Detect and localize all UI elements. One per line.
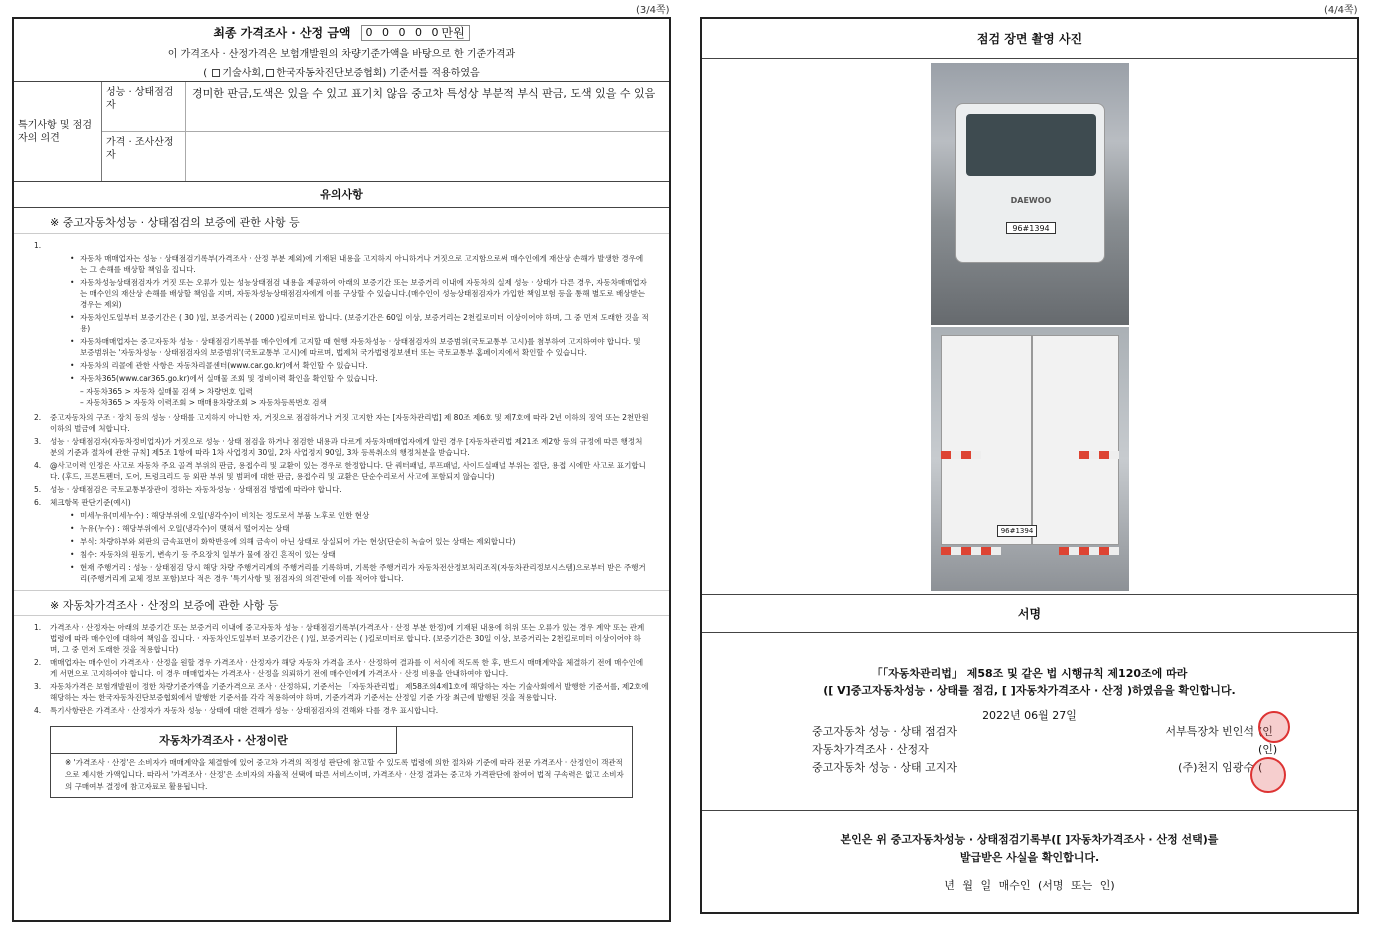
cargo-box-rear [941,335,1119,545]
item-number: 5. [34,485,42,494]
checkbox-icon [266,69,274,77]
inspector-label: 성능 · 상태점검자 [102,82,186,131]
section1-notes [14,234,669,590]
reflector-stripe [941,451,981,459]
standard-line: ( 기술사회, 한국자동차진단보증협회) 기준서를 적용하였음 [203,68,480,79]
item-text: 매매업자는 매수인이 가격조사 · 산정을 원할 경우 가격조사 · 산정자가 해당 자동차 가격을 조사 · 산정하여 결과를 이 서식에 적도록 한 후, 반드시 매매계약을 체결하기 전에 매수인에게 서면으로 고지하여야 합니다. 이 경우 매매업자는 가격조사 · 산정을 의뢰하기 전에 매수인에게 가격조사 · 산정 비용을 안내하여야 합니다. [50,658,644,678]
list-item: • 자동차의 리콜에 관한 사항은 자동차리콜센터(www.car.go.kr)에서 확인할 수 있습니다. [70,360,649,371]
receipt-confirmation [702,811,1357,867]
section2-title: ※ 자동차가격조사 · 산정의 보증에 관한 사항 등 [14,590,669,616]
list-subline: – 자동차365 > 자동차 실매물 검색 > 차량번호 입력 [80,387,253,396]
item-text: @사고이력 인정은 사고로 자동차 주요 골격 부위의 판금, 용접수리 및 교환이 있는 경우로 한정합니다. 단 쿼터패널, 루프패널, 사이드실패널 부위는 절단, 용접 시에만 사고로 표기합니다. (후드, 프론트펜더, 도어, 트렁크리드 등 외판 부위 및 범퍼에 대한 판금, 용접수리 및 교환은 단순수리로서 사고에 포함되지 않습니다) [50,461,646,481]
list-item: • 자동차365(www.car365.go.kr)에서 실매물 조회 및 정비이력 확인을 확인할 수 있습니다. [70,373,649,384]
license-plate: 96#1394 [997,525,1037,537]
inspector-opinion: 경미한 판금,도색은 있을 수 있고 표기치 않음 중고차 특성상 부분적 부식 판금, 도색 있을 수 있음 [192,87,656,100]
signer-role: 자동차가격조사 · 산정자 [812,743,929,756]
photo-section-title: 점검 장면 촬영 사진 [702,19,1357,59]
item-text: 중고자동차의 구조 · 장치 등의 성능 · 상태를 고지하지 아니한 자, 거짓으로 점검하거나 거짓 고지한 자는 [자동차관리법] 제 80조 제6호 및 제7호에 따라 2년 이하의 징역 또는 2천만원 이하의 벌금에 처합니다. [50,413,649,433]
confirm-line-2: ([ V]중고자동차성능 · 상태를 점검, [ ]자동차가격조사 · 산정 )하였음을 확인합니다. [823,684,1236,697]
price-box-title: 자동차가격조사 · 산정이란 [51,727,397,754]
reflector-stripe [1059,547,1119,555]
reflector-stripe [1079,451,1119,459]
buyer-signature-line: 년 월 일 매수인 (서명 또는 인) [944,879,1115,892]
windshield [966,114,1096,176]
item-number: 3. [34,437,42,446]
truck-cab [955,103,1105,263]
seal-mark: (인 [1258,725,1273,738]
page-number-3: (3/4쪽) [636,5,670,16]
truck-front-photo [931,63,1129,325]
truck-rear-photo [931,327,1129,591]
signature-date: 2022년 06월 27일 [982,709,1077,722]
amount-digits: 0 0 0 0 0 [365,26,442,39]
item-text: 체크항목 판단기준(예시) [50,498,131,507]
page-3 [12,17,671,922]
page-number-4: (4/4쪽) [1324,5,1358,16]
item-text: 성능 · 상태점검자(자동차정비업자)가 거짓으로 성능 · 상태 점검을 하거나 점검한 내용과 다르게 자동차매매업자에게 알린 경우 [자동차관리법 제21조 제2항 등의 규정에 따른 행정처분의 기준과 절차에 관한 규칙] 제5조 1항에 따라 1차 사업정지 30일, 2차 사업정지 90일, 3차 등록취소의 행정처분을 받습니다. [50,437,643,457]
list-item: • 자동차인도일부터 보증기간은 ( 30 )일, 보증거리는 ( 2000 )킬로미터로 합니다. (보증기간은 60일 이상, 보증거리는 2천킬로미터 이상이어야 하며, 그 중 먼저 도래한 것을 적용) [70,312,649,334]
appraiser-opinion [186,132,669,181]
seal-stamp-icon [1258,711,1290,743]
signature-title: 서명 [702,595,1357,633]
signer-row [702,741,1357,759]
signer-name [1134,741,1254,759]
item-number: 2. [34,658,42,667]
receipt-line-1: 본인은 위 중고자동차성능 · 상태점검기록부([ ]자동차가격조사 · 산정 선택)를 [840,833,1219,846]
seal-mark: (인) [1258,743,1278,756]
list-item: • 미세누유(미세누수) : 해당부위에 오일(냉각수)이 비치는 정도로서 부품 노후로 인한 현상 [70,510,649,521]
list-item: • 자동차매매업자는 중고자동차 성능 · 상태점검기록부를 매수인에게 고지할 때 현행 자동차성능 · 상태점검자의 보증범위(국토교통부 고시)를 첨부하여 고지하여야 합니다. 및 보증범위는 '자동차성능 · 상태점검자의 보증범위'(국토교통부 고시)에 따르며, 법제처 국가법령정보센터 또는 국토교통부 홈페이지에서 확인할 수 있습니다. [70,336,649,358]
item-number: 2. [34,413,42,422]
price-box-text: ※ '가격조사 · 산정'은 소비자가 매매계약을 체결함에 있어 중고차 가격의 적정성 판단에 참고할 수 있도록 법령에 의한 절차와 기준에 따라 전문 가격조사 · 산정인이 객관적으로 제시한 가액입니다. 따라서 '가격조사 · 산정'은 소비자의 자율적 선택에 따른 서비스이며, 가격조사 · 산정 결과는 중고차 가격판단에 참여어 법적 구속력은 없고 소비자의 구매여부 결정에 참고자료로 활용됩니다. [65,758,624,791]
opinion-label: 특기사항 및 점검자의 의견 [14,82,102,181]
price-valuation-box [50,726,633,798]
item-number: 6. [34,498,42,507]
section1-bullets [70,253,649,384]
page-4 [700,17,1359,914]
criteria-list [70,510,649,584]
item-text: 특기사항란은 가격조사 · 산정자가 자동차 성능 · 상태에 대한 견해가 성능 · 상태점검자의 견해와 다를 경우 표시합니다. [50,706,439,715]
signer-name: (주)천지 임광수 [1178,761,1254,774]
item-number: 1. [34,241,42,250]
signer-role: 중고자동차 성능 · 상태 점검자 [812,725,957,738]
item-number: 3. [34,682,42,691]
list-item: • 현재 주행거리 : 성능 · 상태점검 당시 해당 차량 주행거리계의 주행거리를 기록하며, 기록한 주행거리가 자동차전산정보처리조직(자동차관리정보시스템)으로부터 받은 주행거리(주행거리계 교체 정보 포함)보다 적은 경우 '특기사항 및 점검자의 의견'란에 이를 적어야 합니다. [70,562,649,584]
list-item: • 자동차 매매업자는 성능 · 상태점검기록부(가격조사 · 산정 부분 제외)에 기재된 내용을 고지하지 아니하거나 거짓으로 고지함으로써 매수인에게 재산상 손해가 발생한 경우에는 그 손해를 배상할 책임을 집니다. [70,253,649,275]
item-text: 성능 · 상태점검은 국토교통부장관이 정하는 자동차성능 · 상태점검 방법에 따라야 합니다. [50,485,342,494]
signature-section [702,633,1357,811]
item-text: 가격조사 · 산정자는 아래의 보증기간 또는 보증거리 이내에 중고자동차 성능 · 상태점검기록부(가격조사 · 산정 부분 한정)에 기재된 내용에 허위 또는 오류가 있는 경우 계약 또는 관계법령에 따라 매수인에 대하여 책임을 집니다. · 자동차인도일부터 보증기간은 ( )일, 보증거리는 ( )킬로미터로 합니다. (보증기간은 30일 이상, 보증거리는 2천킬로미터 이상이어야 하며, 그 중 먼저 도래한 것을 적용합니다) [50,623,645,654]
notice-title: 유의사항 [14,182,669,208]
signer-role: 중고자동차 성능 · 상태 고지자 [812,761,957,774]
door-seam [1031,336,1033,544]
seal-mark: ( [1258,761,1263,774]
item-number: 4. [34,461,42,470]
item-text: 자동차가격은 보험개발원이 정한 차량기준가액을 기준가격으로 조사 · 산정하되, 기준서는 「자동차관리법」 제58조의4제1호에 해당하는 자는 기술사회에서 발행한 기준서를, 제2호에 해당하는 자는 한국자동차진단보증협회에서 발행한 기준서를 각각 적용하여야 하며, 기준가격과 기준서는 산정일 기준 가장 최근에 발행된 것을 적용합니다. [50,682,649,702]
seal-stamp-icon [1250,757,1286,793]
list-item: • 침수: 자동차의 원동기, 변속기 등 주요장치 일부가 물에 잠긴 흔적이 있는 상태 [70,549,649,560]
item-number: 4. [34,706,42,715]
photo-section [702,59,1357,595]
checkbox-icon [212,69,220,77]
item-number: 1. [34,623,42,632]
list-item: • 부식: 차량하부와 외판의 금속표면이 화학반응에 의해 금속이 아닌 상태로 상실되어 가는 현상(단순히 녹슬어 있는 상태는 제외합니다) [70,536,649,547]
license-plate: 96#1394 [1006,222,1056,234]
list-item: • 자동차성능상태점검자가 거짓 또는 오류가 있는 성능상태점검 내용을 제공하여 아래의 보증기간 또는 보증거리 이내에 자동차의 실제 성능 · 상태가 다른 경우, 자동차매매업자는 매수인의 재산상 손해를 배상할 책임을 지며, 자동차성능상태점검자에게 이를 구상할 수 있습니다.(매수인이 성능상태점검자가 가입한 책임보험 등을 통해 별도로 배상받는 경우는 제외) [70,277,649,310]
amount-field [361,25,470,41]
receipt-line-2: 발급받은 사실을 확인합니다. [959,851,1100,864]
final-price-header [14,19,669,82]
appraiser-label: 가격 · 조사산정자 [102,132,186,181]
price-basis-line: 이 가격조사 · 산정가격은 보험개발원의 차량기준가액을 바탕으로 한 기준가격과 [167,49,516,60]
opinion-table [14,82,669,182]
list-subline: – 자동차365 > 자동차 이력조회 > 매매용차량조회 > 자동차등록번호 검색 [80,398,327,407]
signer-name: 서부특장차 빈인석 [1165,725,1254,738]
section1-title: ※ 중고자동차성능 · 상태점검의 보증에 관한 사항 등 [14,208,669,234]
list-item: • 누유(누수) : 해당부위에서 오일(냉각수)이 맺혀서 떨어지는 상태 [70,523,649,534]
section2-notes [14,616,669,722]
confirm-line-1: 「「자동차관리법」 제58조 및 같은 법 시행규칙 제120조에 따라 [871,667,1188,680]
amount-unit: 만원 [441,26,465,40]
truck-logo: DAEWOO [1010,196,1052,205]
final-price-title: 최종 가격조사 · 산정 금액 [213,26,351,40]
reflector-stripe [941,547,1001,555]
